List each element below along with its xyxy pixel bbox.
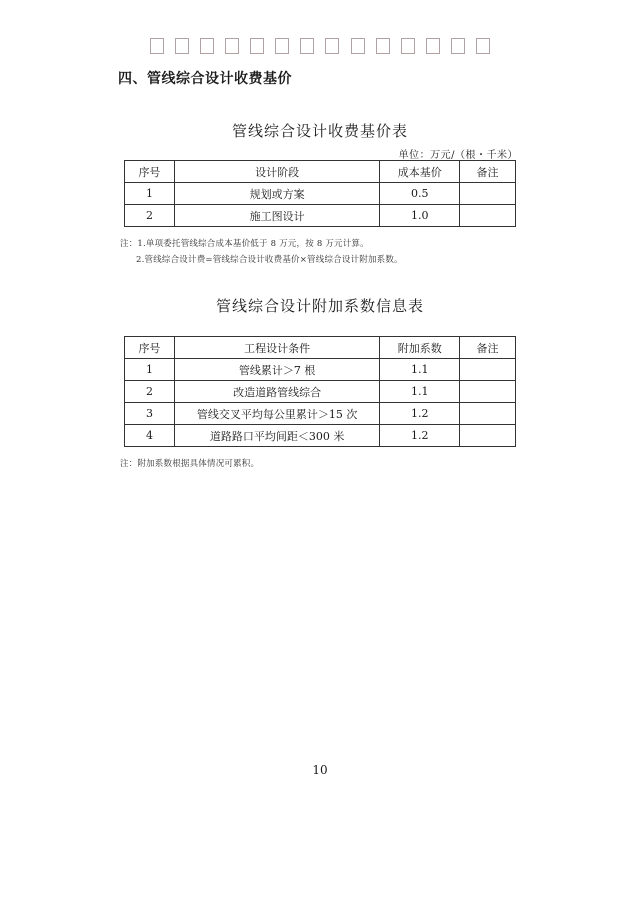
header-remark: 备注 xyxy=(460,161,516,183)
placeholder-box xyxy=(200,38,214,54)
header-stage: 设计阶段 xyxy=(174,161,379,183)
cell-remark xyxy=(460,381,516,403)
table1-title: 管线综合设计收费基价表 xyxy=(231,122,408,140)
placeholder-box xyxy=(476,38,490,54)
table2-title: 管线综合设计附加系数信息表 xyxy=(215,297,424,315)
cell-remark xyxy=(460,403,516,425)
placeholder-box xyxy=(401,38,415,54)
table-header-row xyxy=(125,337,516,359)
cell-no: 3 xyxy=(125,403,175,425)
cell-condition: 改造道路管线综合 xyxy=(174,381,379,403)
cell-no: 2 xyxy=(125,205,175,227)
header-base-price: 成本基价 xyxy=(380,161,460,183)
cell-coefficient: 1.1 xyxy=(380,381,460,403)
cell-stage: 施工图设计 xyxy=(174,205,379,227)
table-row xyxy=(125,359,516,381)
placeholder-box xyxy=(325,38,339,54)
table1-note-2: 2.管线综合设计费=管线综合设计收费基价×管线综合设计附加系数。 xyxy=(136,255,403,265)
placeholder-box xyxy=(300,38,314,54)
placeholder-box xyxy=(376,38,390,54)
cell-no: 4 xyxy=(125,425,175,447)
cell-condition: 管线交叉平均每公里累计＞15 次 xyxy=(174,403,379,425)
placeholder-box xyxy=(150,38,164,54)
section-heading: 四、管线综合设计收费基价 xyxy=(118,71,292,87)
placeholder-box xyxy=(250,38,264,54)
header-no: 序号 xyxy=(125,161,175,183)
placeholder-box xyxy=(175,38,189,54)
cell-remark xyxy=(460,359,516,381)
table-row xyxy=(125,205,516,227)
cell-no: 1 xyxy=(125,183,175,205)
table-header-row xyxy=(125,161,516,183)
coefficient-table xyxy=(124,336,516,447)
table1-unit-note: 单位：万元/（根・千米） xyxy=(398,150,518,161)
header-no: 序号 xyxy=(125,337,175,359)
cell-no: 2 xyxy=(125,381,175,403)
placeholder-box xyxy=(351,38,365,54)
cell-coefficient: 1.2 xyxy=(380,403,460,425)
cell-remark xyxy=(460,425,516,447)
cell-condition: 管线累计＞7 根 xyxy=(174,359,379,381)
header-remark: 备注 xyxy=(460,337,516,359)
table-row xyxy=(125,183,516,205)
cell-coefficient: 1.1 xyxy=(380,359,460,381)
header-placeholder-boxes xyxy=(150,36,490,56)
base-price-table xyxy=(124,160,516,227)
table1-note-1: 注：1.单项委托管线综合成本基价低于 8 万元，按 8 万元计算。 xyxy=(120,239,369,249)
placeholder-box xyxy=(451,38,465,54)
page-number: 10 xyxy=(312,763,328,777)
cell-remark xyxy=(460,205,516,227)
cell-coefficient: 1.2 xyxy=(380,425,460,447)
placeholder-box xyxy=(426,38,440,54)
cell-no: 1 xyxy=(125,359,175,381)
cell-base-price: 0.5 xyxy=(380,183,460,205)
placeholder-box xyxy=(225,38,239,54)
header-condition: 工程设计条件 xyxy=(174,337,379,359)
cell-stage: 规划或方案 xyxy=(174,183,379,205)
cell-condition: 道路路口平均间距＜300 米 xyxy=(174,425,379,447)
placeholder-box xyxy=(275,38,289,54)
table-row xyxy=(125,425,516,447)
table-row xyxy=(125,381,516,403)
table-row xyxy=(125,403,516,425)
table2-note: 注：附加系数根据具体情况可累积。 xyxy=(120,459,260,469)
cell-base-price: 1.0 xyxy=(380,205,460,227)
header-coefficient: 附加系数 xyxy=(380,337,460,359)
cell-remark xyxy=(460,183,516,205)
